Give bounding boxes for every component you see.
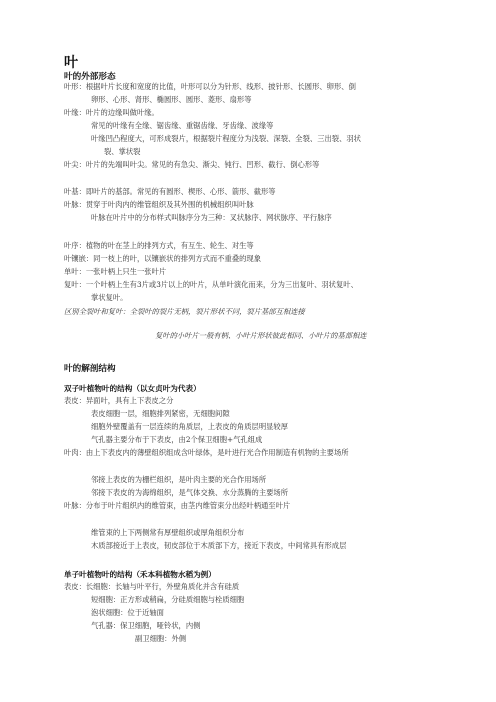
- text-line: 叶形：根据叶片长度和宽度的比值，叶形可以分为针形、线形、披针形、长圆形、卵形、倒: [64, 82, 356, 91]
- text-line: 叶尖：叶片的先端叫叶尖。常见的有急尖、渐尖、钝行、凹形、截行、倒心形等: [64, 160, 320, 169]
- text-line: 细胞外壁覆盖有一层连续的角质层，上表皮的角质层明显较厚: [91, 422, 289, 431]
- text-line: 卵形、心形、肾形、椭圆形、圆形、菱形、扇形等: [91, 95, 252, 104]
- text-line: 泡状细胞：位于近轴面: [91, 608, 164, 617]
- text-line: 副卫细胞：外侧: [135, 634, 187, 643]
- page-title: 叶: [64, 55, 78, 71]
- subsection-heading-monocot: 单子叶植物叶的结构（禾本科植物水稻为例）: [64, 570, 216, 579]
- text-line: 复叶：一个叶柄上生有3片或3片以上的叶片，从单叶演化而来，分为三出复叶、羽状复叶、: [64, 280, 358, 289]
- text-line: 叶基：即叶片的基部。常见的有圆形、楔形、心形、箭形、截形等: [64, 187, 276, 196]
- text-line: 叶镶嵌：同一枝上的叶，以镶嵌状的排列方式而不重叠的现象: [64, 254, 262, 263]
- text-line: 表皮：长细胞：长轴与叶平行，外壁角质化并含有硅质: [64, 582, 240, 591]
- text-line: 气孔器主要分布于下表皮，由2个保卫细胞+气孔组成: [91, 435, 263, 444]
- text-line: 单叶：一张叶柄上只生一张叶片: [64, 267, 167, 276]
- text-line-italic: 复叶的小叶片一般有柄、小叶片形状彼此相同、小叶片的基部相连: [155, 331, 367, 340]
- text-line: 表皮：异面叶，具有上下表皮之分: [64, 396, 174, 405]
- text-line: 叶脉：贯穿于叶肉内的维管组织及其外围的机械组织叫叶脉: [64, 200, 254, 209]
- text-line: 短细胞：正方形或稍扁，分硅质细胞与栓质细胞: [91, 595, 245, 604]
- text-line: 表皮细胞一层，细胞排列紧密，无细胞间隙: [91, 409, 230, 418]
- text-line: 叶脉在叶片中的分布样式叫脉序分为三种：叉状脉序、网状脉序、平行脉序: [91, 213, 332, 222]
- text-line: 叶缘：叶片的边缘叫做叶缘。: [64, 108, 159, 117]
- text-line: 掌状复叶。: [91, 293, 128, 302]
- text-line: 常见的叶缘有全缘、锯齿缘、重锯齿缘、牙齿缘、波缘等: [91, 121, 274, 130]
- text-line: 叶序：植物的叶在茎上的排列方式，有互生、轮生、对生等: [64, 241, 254, 250]
- text-line: 气孔器：保卫细胞，哑铃状，内侧: [91, 621, 201, 630]
- text-line: 裂、掌状裂: [104, 147, 141, 156]
- text-line: 维管束的上下两侧常有厚壁组织或厚角组织分布: [91, 528, 245, 537]
- text-line: 叶缘凹凸程度大，可形成裂片，根据裂片程度分为浅裂、深裂、全裂、三出裂、羽状: [91, 134, 361, 143]
- section-heading-anatomy: 叶的解剖结构: [64, 364, 116, 374]
- section-heading-external: 叶的外部形态: [64, 72, 116, 82]
- text-line-italic: 区别全裂叶和复叶：全裂叶的裂片无柄，裂片形状不同，裂片基部互相连接: [64, 307, 305, 316]
- subsection-heading-dicot: 双子叶植物叶的结构（以女贞叶为代表）: [64, 384, 201, 393]
- text-line: 邻接下表皮的为海绵组织，是气体交换、水分蒸腾的主要场所: [91, 488, 289, 497]
- text-line: 邻接上表皮的为栅栏组织，是叶肉主要的光合作用场所: [91, 475, 267, 484]
- text-line: 叶脉：分布于叶片组织内的维管束，由茎内维管束分出经叶柄通至叶片: [64, 501, 291, 510]
- text-line: 叶肉：由上下表皮内的薄壁组织组成含叶绿体，是叶进行光合作用制造有机物的主要场所: [64, 448, 349, 457]
- text-line: 木质部接近于上表皮，韧皮部位于木质部下方，接近下表皮，中间常具有形成层: [91, 541, 347, 550]
